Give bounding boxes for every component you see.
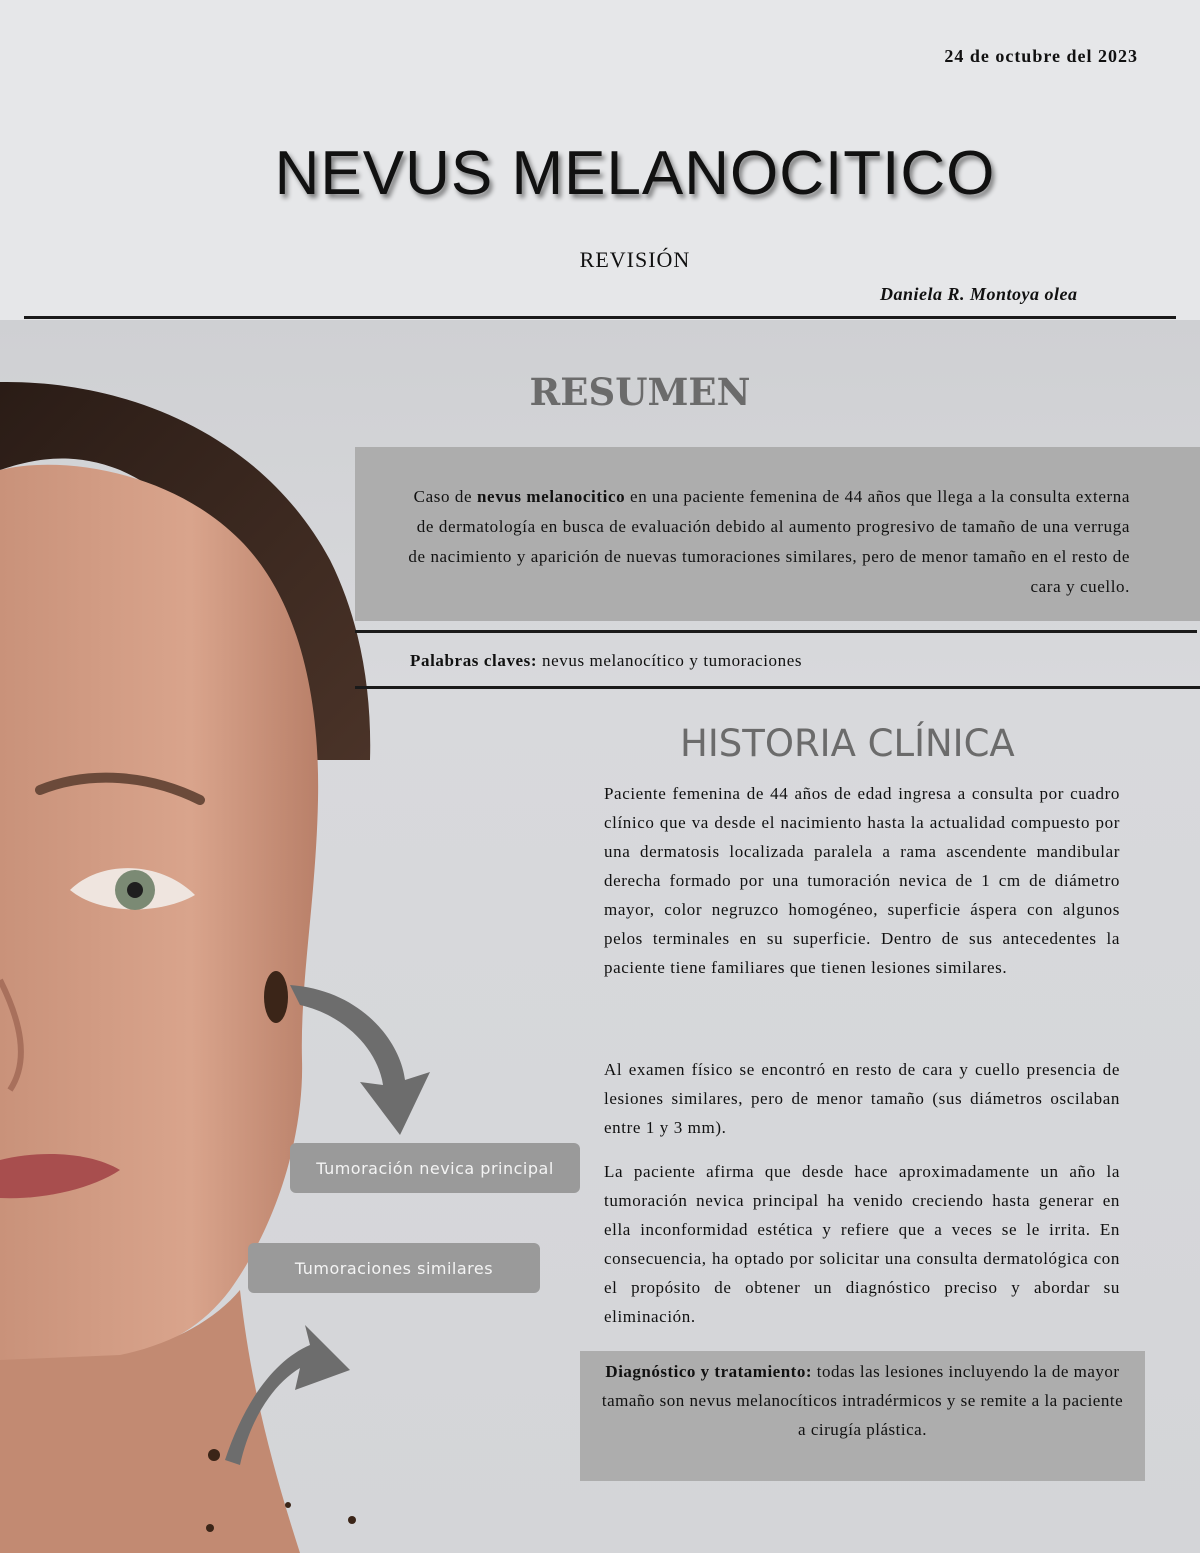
resumen-text-bold: nevus melanocitico [477, 487, 626, 506]
document-author: Daniela R. Montoya olea [880, 284, 1078, 304]
historia-paragraph-2: Al examen físico se encontró en resto de cara y cuello presencia de lesiones similares, pero de menor tamaño (sus diámetros oscilaban entre 1 y 3 mm). [604, 1060, 1120, 1137]
keywords [410, 651, 802, 671]
keywords-label: Palabras claves: [410, 651, 538, 670]
historia-paragraph-3: La paciente afirma que desde hace aproximadamente un año la tumoración nevica principal ha venido creciendo hasta generar en ella inconformidad estética y refiere que a veces se le irrita. En consecuencia, ha optado por solicitar una consulta dermatológica con el propósito de obtener un diagnóstico preciso y abordar su eliminación. [604, 1162, 1120, 1326]
diagnostico-text [596, 1357, 1129, 1444]
resumen-text-after: en una paciente femenina de 44 años que llega a la consulta externa de dermatología en busca de evaluación debido al aumento progresivo de tamaño de una verruga de nacimiento y aparición de nuevas tumoraciones similares, pero de menor tamaño en el resto de cara y cuello. [408, 487, 1130, 596]
document-title: NEVUS MELANOCITICO [274, 139, 996, 208]
historia-heading: HISTORIA CLÍNICA [680, 722, 1015, 765]
diagnostico-label: Diagnóstico y tratamiento: [605, 1362, 812, 1381]
resumen-text-before: Caso de [413, 487, 477, 506]
resumen-divider-bottom [355, 686, 1200, 689]
label-main-nevus: Tumoración nevica principal [290, 1143, 580, 1193]
document-subtitle: REVISIÓN [579, 247, 691, 272]
resumen-heading: RESUMEN [529, 370, 751, 414]
label-similar-nevi: Tumoraciones similares [248, 1243, 540, 1293]
keywords-value: nevus melanocítico y tumoraciones [537, 651, 803, 670]
diagnostico-value: todas las lesiones incluyendo la de mayor tamaño son nevus melanocíticos intradérmicos y se remite a la paciente a cirugía plástica. [601, 1362, 1124, 1439]
historia-paragraph-1: Paciente femenina de 44 años de edad ingresa a consulta por cuadro clínico que va desde el nacimiento hasta la actualidad compuesto por una dermatosis localizada paralela a rama ascendente mandibular derecha formado por una tumoración nevica de 1 cm de diámetro mayor, color negruzco homogéneo, superficie áspera con algunos pelos terminales en su superficie. Dentro de sus antecedentes la paciente tiene familiares que tienen lesiones similares. [604, 784, 1120, 977]
document-date: 24 de octubre del 2023 [944, 46, 1138, 66]
resumen-divider-top [355, 630, 1197, 633]
header-divider [24, 316, 1176, 319]
resumen-text [400, 482, 1130, 602]
